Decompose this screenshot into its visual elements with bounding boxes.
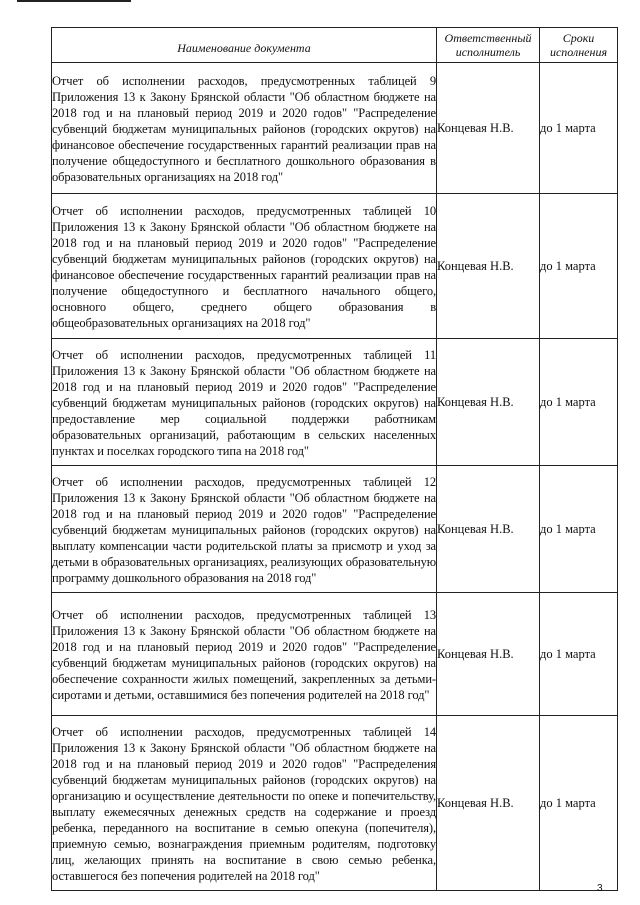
header-executor: Ответственный исполнитель (437, 28, 540, 63)
header-document-name: Наименование документа (52, 28, 437, 63)
table-row (52, 716, 618, 891)
document-name-cell: Отчет об исполнении расходов, предусмотренных таблицей 10 Приложения 13 к Закону Брянской области "Об областном бюджете на 2018 год и на плановый период 2019 и 2020 годов" "Распределение субвенций бюджетам муниципальных районов (городских округов) на финансовое обеспечение государственных гарантий реализации прав на получение общедоступного и бесплатного начального общего, основного общего, среднего общего образования в общеобразовательных организациях на 2018 год" (52, 194, 437, 339)
deadline-cell: до 1 марта (540, 466, 618, 593)
document-name-cell: Отчет об исполнении расходов, предусмотренных таблицей 11 Приложения 13 к Закону Брянской области "Об областном бюджете на 2018 год и на плановый период 2019 и 2020 годов" "Распределение субвенций бюджетам муниципальных районов (городских округов) на предоставление мер социальной поддержки работникам образовательных организаций, работающим в сельских населенных пунктах и поселках городского типа на 2018 год" (52, 339, 437, 466)
executor-cell: Концевая Н.В. (437, 63, 540, 194)
documents-table (51, 27, 618, 891)
table-row (52, 466, 618, 593)
deadline-cell: до 1 марта (540, 63, 618, 194)
deadline-cell: до 1 марта (540, 716, 618, 891)
table-row (52, 593, 618, 716)
executor-cell: Концевая Н.В. (437, 194, 540, 339)
table-row (52, 194, 618, 339)
document-name-cell: Отчет об исполнении расходов, предусмотренных таблицей 12 Приложения 13 к Закону Брянской области "Об областном бюджете на 2018 год и на плановый период 2019 и 2020 годов" "Распределение субвенций бюджетам муниципальных районов (городских округов) на выплату компенсации части родительской платы за присмотр и уход за детьми в образовательных организациях, реализующих образовательную программу дошкольного образования на 2018 год" (52, 466, 437, 593)
document-name-cell: Отчет об исполнении расходов, предусмотренных таблицей 13 Приложения 13 к Закону Брянской области "Об областном бюджете на 2018 год и на плановый период 2019 и 2020 годов" "Распределение субвенций бюджетам муниципальных районов (городских округов) на обеспечение сохранности жилых помещений, закрепленных за детьми-сиротами и детьми, оставшимися без попечения родителей на 2018 год" (52, 593, 437, 716)
executor-cell: Концевая Н.В. (437, 716, 540, 891)
executor-cell: Концевая Н.В. (437, 466, 540, 593)
table-row (52, 63, 618, 194)
deadline-cell: до 1 марта (540, 339, 618, 466)
header-deadline: Сроки исполнения (540, 28, 618, 63)
table-header-row (52, 28, 618, 63)
executor-cell: Концевая Н.В. (437, 593, 540, 716)
top-rule (17, 0, 131, 2)
deadline-cell: до 1 марта (540, 194, 618, 339)
executor-cell: Концевая Н.В. (437, 339, 540, 466)
document-name-cell: Отчет об исполнении расходов, предусмотренных таблицей 14 Приложения 13 к Закону Брянской области "Об областном бюджете на 2018 год и на плановый период 2019 и 2020 годов" "Распределения субвенций бюджетам муниципальных районов (городских округов) на организацию и осуществление деятельности по опеке и попечительству, выплату ежемесячных денежных средств на содержание и проезд ребенка, переданного на воспитание в семью опекуна (попечителя), приемную семью, вознаграждения приемным родителям, подготовку лиц, желающих принять на воспитание в свою семью ребенка, оставшегося без попечения родителей на 2018 год" (52, 716, 437, 891)
table-row (52, 339, 618, 466)
deadline-cell: до 1 марта (540, 593, 618, 716)
document-name-cell: Отчет об исполнении расходов, предусмотренных таблицей 9 Приложения 13 к Закону Брянской области "Об областном бюджете на 2018 год и на плановый период 2019 и 2020 годов" "Распределение субвенций бюджетам муниципальных районов (городских округов) на финансовое обеспечение государственных гарантий реализации прав на получение общедоступного и бесплатного дошкольного образования в образовательных организациях на 2018 год" (52, 63, 437, 194)
page-number: 3 (597, 883, 603, 894)
